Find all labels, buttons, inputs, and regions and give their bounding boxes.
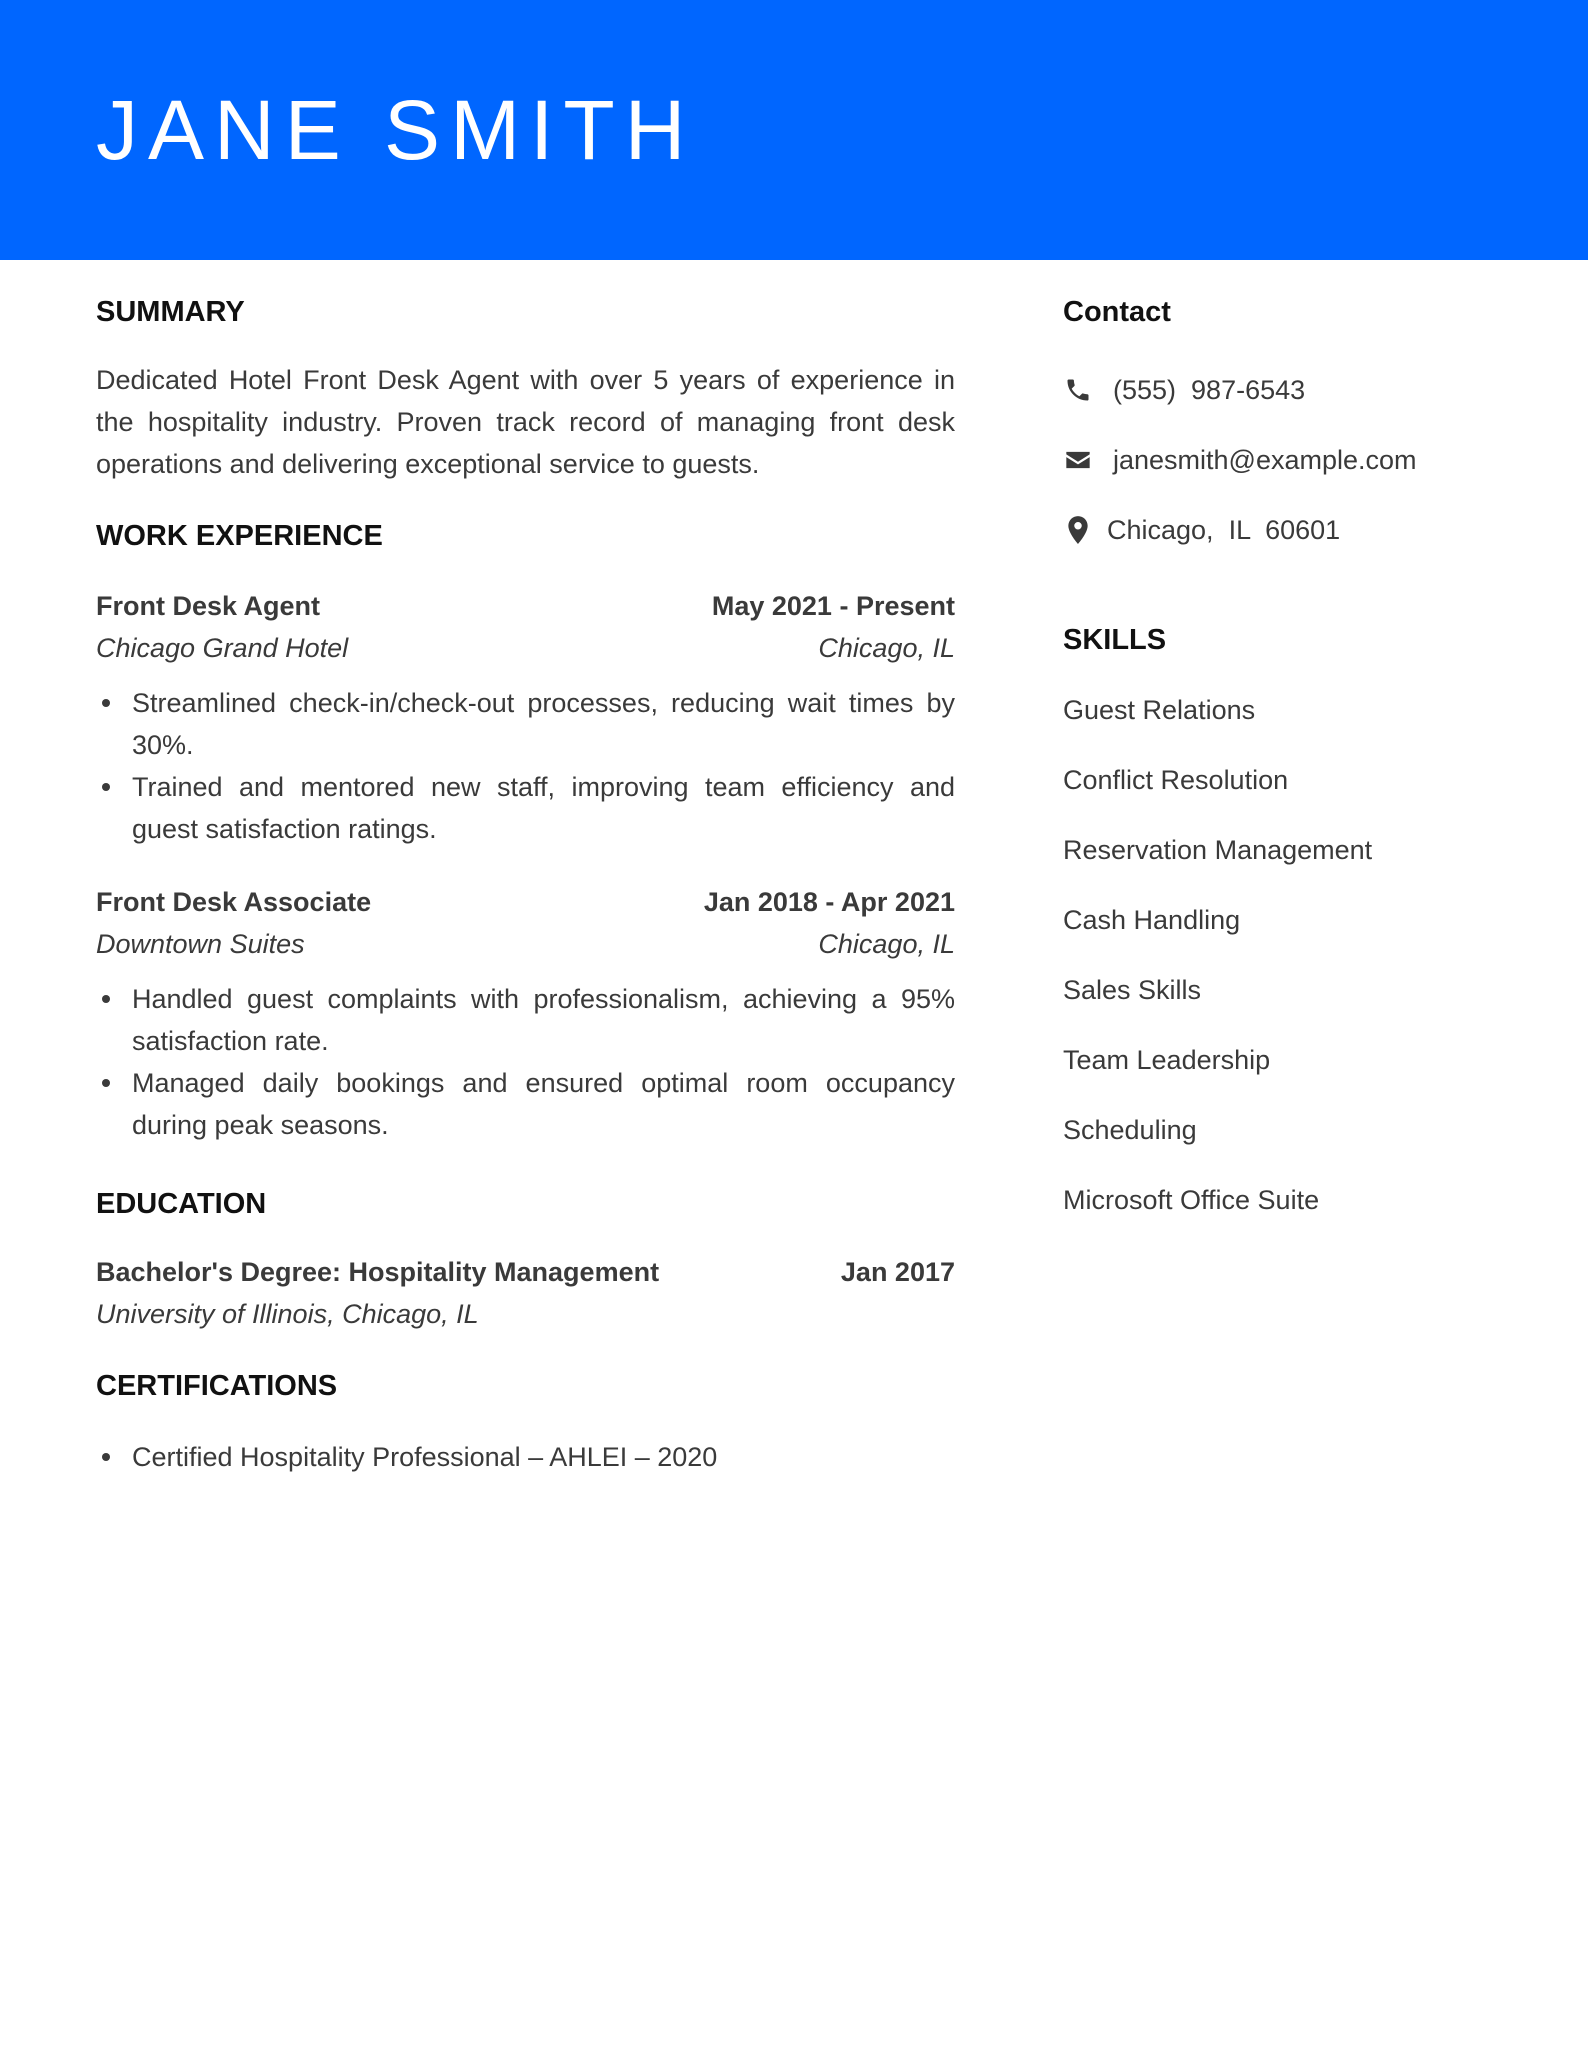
job-bullets xyxy=(96,682,955,850)
job-dates: Jan 2018 - Apr 2021 xyxy=(703,887,955,917)
contact-location xyxy=(1063,515,1340,545)
skill-item: Guest Relations xyxy=(1063,695,1256,725)
job-header xyxy=(96,593,955,620)
job-role: Front Desk Agent xyxy=(96,591,321,621)
list-item: Streamlined check-in/check-out processes, reducing wait times by 30%. xyxy=(96,682,955,766)
email-address: janesmith@example.com xyxy=(1113,444,1417,475)
phone-icon xyxy=(1063,375,1093,405)
list-item: Handled guest complaints with professionalism, achieving a 95% satisfaction rate. xyxy=(96,978,955,1062)
list-item: Certified Hospitality Professional – AHLEI – 2020 xyxy=(96,1436,955,1478)
skill-item: Team Leadership xyxy=(1063,1045,1271,1075)
envelope-icon xyxy=(1063,445,1093,475)
location-text: Chicago, IL 60601 xyxy=(1107,514,1341,545)
skill-item: Reservation Management xyxy=(1063,835,1373,865)
list-item: Trained and mentored new staff, improving team efficiency and guest satisfaction ratings. xyxy=(96,766,955,850)
map-pin-icon xyxy=(1063,515,1093,545)
job-subheader xyxy=(96,635,955,662)
skill-item: Conflict Resolution xyxy=(1063,765,1289,795)
job-location: Chicago, IL xyxy=(818,929,955,959)
contact-email xyxy=(1063,445,1417,475)
education-date: Jan 2017 xyxy=(840,1257,955,1287)
skills-title: SKILLS xyxy=(1063,624,1167,656)
job-header xyxy=(96,889,955,916)
education-header xyxy=(96,1259,955,1286)
job-subheader xyxy=(96,931,955,958)
phone-number: (555) 987-6543 xyxy=(1113,374,1306,405)
contact-title: Contact xyxy=(1063,296,1171,328)
degree: Bachelor's Degree: Hospitality Management xyxy=(96,1257,660,1287)
skill-item: Scheduling xyxy=(1063,1115,1197,1145)
job-company: Chicago Grand Hotel xyxy=(96,633,349,663)
summary-title: SUMMARY xyxy=(96,296,245,328)
job-role: Front Desk Associate xyxy=(96,887,372,917)
education-title: EDUCATION xyxy=(96,1188,267,1220)
skill-item: Microsoft Office Suite xyxy=(1063,1185,1320,1215)
job-dates: May 2021 - Present xyxy=(711,591,955,621)
work-experience-title: WORK EXPERIENCE xyxy=(96,520,383,552)
contact-phone xyxy=(1063,375,1305,405)
job-location: Chicago, IL xyxy=(818,633,955,663)
candidate-name: JANE SMITH xyxy=(96,83,696,177)
job-bullets xyxy=(96,978,955,1146)
job-company: Downtown Suites xyxy=(96,929,305,959)
summary-text: Dedicated Hotel Front Desk Agent with over 5 years of experience in the hospitality industry. Proven track record of managing front desk operations and delivering exceptional service to guests. xyxy=(96,365,955,479)
header-banner xyxy=(0,0,1588,260)
education-subheader xyxy=(96,1301,955,1328)
skill-item: Sales Skills xyxy=(1063,975,1202,1005)
list-item: Managed daily bookings and ensured optimal room occupancy during peak seasons. xyxy=(96,1062,955,1146)
certifications-list xyxy=(96,1436,955,1478)
school: University of Illinois, Chicago, IL xyxy=(96,1299,479,1329)
skill-item: Cash Handling xyxy=(1063,905,1241,935)
certifications-title: CERTIFICATIONS xyxy=(96,1370,338,1402)
